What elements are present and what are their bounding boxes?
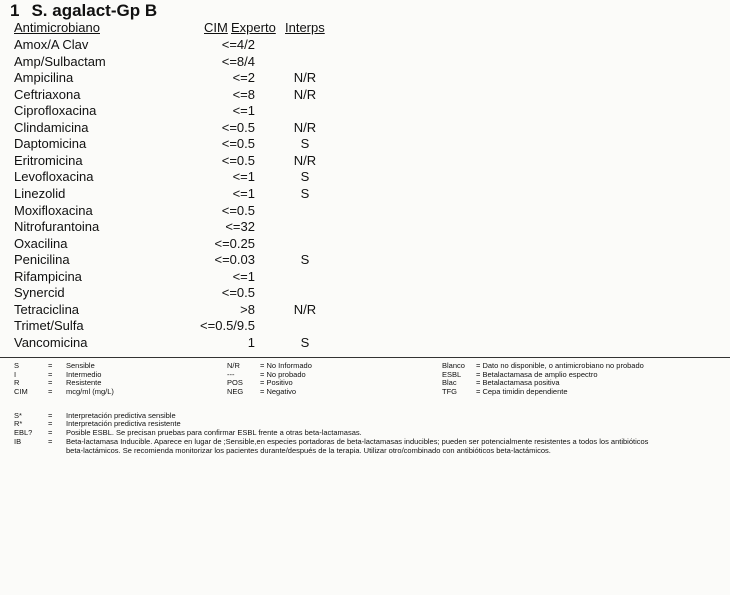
legend-entry: Resistente <box>66 378 102 387</box>
drug-name: Tetraciclina <box>14 301 80 317</box>
isolate-number: 1 <box>10 1 20 20</box>
mic-value: <=1 <box>232 268 255 284</box>
table-row <box>0 203 730 219</box>
mic-value: <=0.5 <box>221 119 255 135</box>
legend-entry: TFG <box>442 386 457 396</box>
organism-name: S. agalact-Gp B <box>31 1 158 20</box>
mic-value: <=4/2 <box>221 37 255 52</box>
footnote-text: Interpretación predictiva sensible <box>66 411 176 420</box>
mic-value: <=2 <box>232 70 255 86</box>
table-row <box>0 285 730 301</box>
drug-name: Ciprofloxacina <box>14 103 97 119</box>
legend-entry: = Positivo <box>260 378 293 387</box>
mic-value: <=0.5/9.5 <box>200 318 255 334</box>
legend-entry: = <box>48 378 53 387</box>
legend-entry: Sensible <box>66 361 95 370</box>
interp-value: N/R <box>293 86 317 102</box>
footnote-eq: = <box>48 437 53 446</box>
footnote-code: R* <box>14 419 23 428</box>
col-header-mic: CIM <box>204 20 228 35</box>
legend-entry: Blanco <box>442 361 465 370</box>
mic-value: 1 <box>247 334 255 350</box>
drug-name: Nitrofurantoina <box>14 219 100 235</box>
table-row <box>0 236 730 252</box>
table-row <box>0 252 730 268</box>
table-row <box>0 186 730 202</box>
footnote-eq: = <box>48 411 53 420</box>
legend-codes-1 <box>14 362 28 396</box>
drug-name: Vancomicina <box>14 334 88 350</box>
col-header-expert: Experto <box>231 20 276 35</box>
table-row <box>0 153 730 169</box>
legend-desc-2 <box>260 362 312 396</box>
mic-value: <=0.5 <box>221 152 255 168</box>
legend-entry: NEG <box>227 386 244 396</box>
drug-name: Linezolid <box>14 185 66 201</box>
mic-value: <=0.5 <box>221 202 255 218</box>
interp-value: N/R <box>293 301 317 317</box>
drug-name: Daptomicina <box>14 136 87 152</box>
footnote-eq: = <box>48 428 53 437</box>
drug-name: Oxacilina <box>14 235 68 251</box>
table-row <box>0 269 730 285</box>
drug-name: Amox/A Clav <box>14 37 89 52</box>
interp-value: N/R <box>293 119 317 135</box>
legend-entry: --- <box>227 369 235 379</box>
drug-name: Synercid <box>14 285 65 301</box>
table-row <box>0 37 730 53</box>
drug-name: Ampicilina <box>14 70 74 86</box>
drug-name: Moxifloxacina <box>14 202 93 218</box>
table-row <box>0 120 730 136</box>
footnote-eq: = <box>48 419 53 428</box>
mic-value: <=0.25 <box>214 235 255 251</box>
mic-value: <=8/4 <box>221 53 255 69</box>
legend-entry: R <box>14 378 20 387</box>
legend-entry: = Cepa timidin dependiente <box>476 386 568 396</box>
interp-value: S <box>300 185 310 201</box>
legend-entry: N/R <box>227 361 240 370</box>
footnote-text: Posible ESBL. Se precisan pruebas para confirmar ESBL frente a otras beta-lactamasas. <box>66 428 362 437</box>
legend-entry: = Negativo <box>260 386 297 396</box>
mic-value: <=0.5 <box>221 285 255 301</box>
table-row <box>0 103 730 119</box>
footnote-text: Beta-lactamasa Inducible. Aparece en lugar de ;Sensible,en especies portadoras de beta-lactamasas inducibles; pueden ser potencialmente resistentes a todos los antibióticos <box>66 437 649 446</box>
footnote-code: S* <box>14 411 22 420</box>
report-title <box>10 1 157 21</box>
legend-entry: mcg/ml (mg/L) <box>66 386 114 396</box>
legend-entry: = <box>48 369 53 379</box>
table-row <box>0 54 730 70</box>
legend-entry: = Betalactamasa positiva <box>476 378 560 387</box>
table-row <box>0 136 730 152</box>
legend-codes-3 <box>442 362 465 396</box>
col-header-antimicrobial: Antimicrobiano <box>14 20 100 35</box>
legend-desc-3 <box>476 362 644 396</box>
mic-value: <=0.5 <box>221 136 255 152</box>
mic-value: <=1 <box>232 185 255 201</box>
legend-codes-2 <box>227 362 243 396</box>
legend-entry: ESBL <box>442 369 462 379</box>
legend-entry: CIM <box>14 386 28 396</box>
drug-name: Eritromicina <box>14 152 83 168</box>
mic-value: <=32 <box>225 219 255 235</box>
legend-entry: = <box>48 386 53 396</box>
drug-name: Amp/Sulbactam <box>14 53 106 69</box>
drug-name: Trimet/Sulfa <box>14 318 84 334</box>
footnote-code: EBL? <box>14 428 33 437</box>
col-header-interp: Interps <box>285 20 325 35</box>
legend-entry: = No probado <box>260 369 306 379</box>
divider-line <box>0 357 730 358</box>
drug-name: Rifampicina <box>14 268 82 284</box>
interp-value: S <box>300 169 310 185</box>
table-row <box>0 87 730 103</box>
table-row <box>0 169 730 185</box>
legend-entry: I <box>14 369 17 379</box>
mic-value: <=8 <box>232 86 255 102</box>
mic-value: <=1 <box>232 169 255 185</box>
mic-value: <=0.03 <box>214 252 255 268</box>
drug-name: Levofloxacina <box>14 169 94 185</box>
legend-entry: = No Informado <box>260 361 312 370</box>
table-row <box>0 70 730 86</box>
footnote-text: Interpretación predictiva resistente <box>66 419 181 428</box>
legend-entry: = <box>48 361 53 370</box>
drug-name: Clindamicina <box>14 119 89 135</box>
interp-value: S <box>300 136 310 152</box>
footnote-code: IB <box>14 437 22 446</box>
drug-name: Ceftriaxona <box>14 86 81 102</box>
legend-desc-1 <box>66 362 114 396</box>
interp-value: N/R <box>293 152 317 168</box>
mic-value: <=1 <box>232 103 255 119</box>
table-row <box>0 335 730 351</box>
table-row <box>0 318 730 334</box>
mic-value: >8 <box>240 301 255 317</box>
legend-entry: = Betalactamasa de amplio espectro <box>476 369 598 379</box>
interp-value: S <box>300 252 310 268</box>
drug-name: Penicilina <box>14 252 70 268</box>
legend-entry: = Dato no disponible, o antimicrobiano no probado <box>476 361 644 370</box>
interp-value: S <box>300 334 310 350</box>
legend-entry: POS <box>227 378 243 387</box>
table-row <box>0 302 730 318</box>
legend-entry: S <box>14 361 20 370</box>
legend-eq-1 <box>48 362 52 396</box>
legend-entry: Intermedio <box>66 369 102 379</box>
legend-entry: Blac <box>442 378 457 387</box>
footnote-text2: beta-lactámicos. Se recomienda monitorizar los pacientes durante/después de la terapia. Utilizar otro/combinado con antibióticos beta-lactámicos. <box>66 445 551 455</box>
table-row <box>0 219 730 235</box>
interp-value: N/R <box>293 70 317 86</box>
